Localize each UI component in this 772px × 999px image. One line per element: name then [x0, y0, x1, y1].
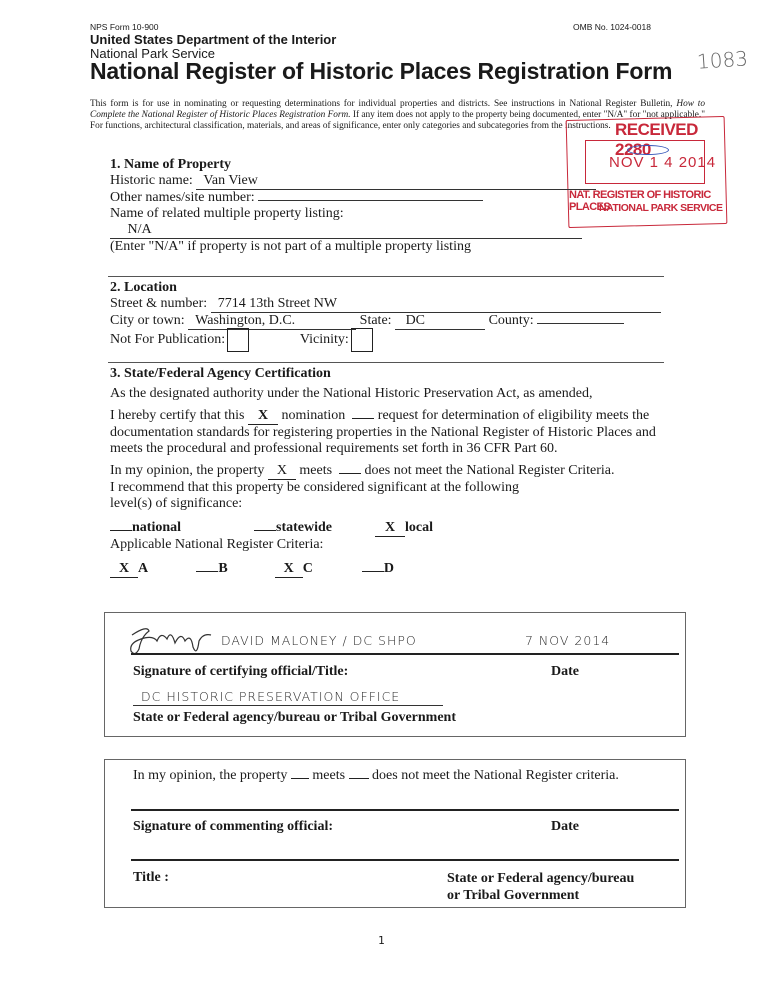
other-names-row — [110, 190, 670, 206]
request-mark[interactable] — [352, 418, 374, 419]
certifying-official-box — [104, 612, 686, 737]
opinion-text: In my opinion, the property — [110, 463, 265, 478]
nomination-mark[interactable]: X — [248, 408, 278, 425]
commenting-agency-label-1: State or Federal agency/bureau — [447, 871, 635, 886]
level-national-label: national — [132, 520, 182, 535]
criterion-d-mark[interactable] — [362, 571, 384, 572]
omb-number: OMB No. 1024-0018 — [573, 22, 651, 32]
date-handwritten[interactable]: 7 NOV 2014 — [525, 633, 611, 648]
related-listing-field[interactable] — [110, 222, 582, 239]
criterion-b-mark[interactable] — [196, 571, 218, 572]
related-listing-value: N/A — [127, 222, 152, 237]
criterion-c-label: C — [302, 561, 313, 576]
commenting-official-box — [104, 759, 686, 908]
authority-statement: As the designated authority under the National Historic Preservation Act, as amended, — [110, 386, 593, 401]
vicinity-checkbox[interactable] — [351, 328, 373, 352]
agency-label: State or Federal agency/bureau or Tribal Government — [133, 710, 457, 725]
section-divider — [108, 276, 664, 277]
commenting-title-line[interactable] — [131, 859, 679, 861]
agency-name: National Park Service — [90, 46, 215, 61]
not-meet-label: does not meet the National Register Criteria. — [364, 463, 615, 478]
instructions-text: This form is for use in nominating or requesting determinations for individual properties and districts. See instructions in National Register Bulletin, — [90, 99, 677, 109]
street-label: Street & number: — [110, 296, 208, 311]
other-names-label: Other names/site number: — [110, 190, 255, 205]
street-value: 7714 13th Street NW — [217, 296, 338, 311]
commenting-opinion-text: In my opinion, the property — [133, 768, 288, 783]
state-field[interactable] — [395, 313, 485, 330]
recommend-statement: I recommend that this property be considered significant at the following level(s) of significance: — [110, 480, 519, 511]
city-value: Washington, D.C. — [195, 313, 296, 328]
section-name-of-property — [110, 157, 670, 255]
level-national-mark[interactable] — [110, 530, 132, 531]
level-local-label: local — [405, 520, 434, 535]
not-for-publication-label: Not For Publication: — [110, 332, 226, 347]
bulletin-title: How to Complete the National Register of Historic Places Registration Form. — [90, 99, 706, 121]
historic-name-row — [110, 173, 670, 190]
publication-row — [110, 328, 670, 352]
criterion-d-label: D — [383, 561, 394, 576]
criterion-a-mark[interactable]: X — [110, 561, 138, 578]
stamp-date: NOV 1 4 2014 — [609, 154, 717, 171]
not-for-publication-checkbox[interactable] — [227, 328, 249, 352]
opinion-statement — [110, 463, 680, 480]
commenting-not-meet-label: does not meet the National Register criteria. — [372, 768, 619, 783]
street-row — [110, 296, 670, 313]
request-label: request for determination of eligibility meets — [377, 408, 629, 423]
meets-label: meets — [299, 463, 333, 478]
county-field[interactable] — [537, 323, 624, 324]
street-field[interactable] — [211, 296, 661, 313]
level-statewide-label: statewide — [276, 520, 333, 535]
certify-rest: the documentation standards for registering properties in the National Register of Historic Places and meets the procedural and professional requirements set forth in 36 CFR Part 60. — [110, 408, 656, 456]
criterion-b-label: B — [218, 561, 228, 576]
historic-name-value: Van View — [203, 173, 258, 188]
section-location — [110, 280, 670, 352]
other-names-field[interactable] — [258, 200, 483, 201]
level-local-mark[interactable]: X — [375, 520, 405, 537]
form-title: National Register of Historic Places Registration Form — [90, 58, 673, 84]
section-1-title: 1. Name of Property — [110, 157, 232, 172]
certify-statement — [110, 408, 680, 457]
commenting-signature-line[interactable] — [131, 809, 679, 811]
historic-name-field[interactable] — [196, 173, 596, 190]
section-certification — [110, 366, 680, 578]
date-label: Date — [551, 664, 579, 679]
handwritten-number: 1083 — [696, 46, 749, 74]
stamp-received: RECEIVED 2280 — [615, 120, 698, 159]
vicinity-label: Vicinity: — [299, 332, 349, 347]
commenting-not-meet-mark[interactable] — [349, 778, 369, 779]
agency-line — [133, 705, 443, 706]
section-2-title: 2. Location — [110, 280, 177, 295]
related-listing-label: Name of related multiple property listing: — [110, 206, 344, 221]
commenting-date-label: Date — [551, 819, 579, 834]
commenting-meets-mark[interactable] — [291, 778, 309, 779]
state-label: State: — [359, 313, 392, 328]
commenting-agency-label — [447, 870, 634, 904]
stamp-register-line: NAT. REGISTER OF HISTORIC PLACES — [569, 189, 711, 213]
stamp-nps-line: NATIONAL PARK SERVICE — [599, 202, 723, 214]
signature-label: Signature of certifying official/Title: — [133, 664, 349, 679]
agency-handwritten[interactable]: DC HISTORIC PRESERVATION OFFICE — [141, 689, 401, 704]
significance-levels — [110, 520, 680, 537]
level-statewide-mark[interactable] — [254, 530, 276, 531]
certify-text: I hereby certify that this — [110, 408, 245, 423]
city-label: City or town: — [110, 313, 185, 328]
criterion-a-label: A — [138, 561, 148, 576]
state-value: DC — [405, 313, 426, 328]
historic-name-label: Historic name: — [110, 173, 193, 188]
signature-name-handwritten[interactable]: DAVID MALONEY / DC SHPO — [221, 633, 417, 648]
section-3-title: 3. State/Federal Agency Certification — [110, 366, 331, 381]
county-label: County: — [488, 313, 534, 328]
criterion-c-mark[interactable]: X — [275, 561, 303, 578]
commenting-title-label: Title : — [133, 870, 169, 885]
page-number: 1 — [378, 934, 385, 947]
related-listing-row — [110, 222, 670, 239]
commenting-agency-label-2: or Tribal Government — [447, 888, 580, 903]
related-listing-note: (Enter "N/A" if property is not part of a multiple property listing — [110, 239, 471, 254]
signature-line — [131, 653, 679, 655]
section-divider — [108, 362, 664, 363]
meets-mark[interactable]: X — [268, 463, 296, 480]
form-number: NPS Form 10-900 — [90, 22, 159, 32]
instructions-text-2: If any item does not apply to the property being documented, enter "N/A" for "not applicable." For functions, architectural classification, materials, and areas of significance, enter only categories and subcategories from the instructions. — [90, 110, 705, 132]
not-meet-mark[interactable] — [339, 473, 361, 474]
nomination-label: nomination — [281, 408, 346, 423]
commenting-opinion — [133, 768, 619, 784]
criteria-label: Applicable National Register Criteria: — [110, 537, 324, 552]
criteria-list — [110, 561, 680, 578]
commenting-signature-label: Signature of commenting official: — [133, 819, 333, 834]
commenting-meets-label: meets — [312, 768, 346, 783]
department-name: United States Department of the Interior — [90, 32, 337, 47]
